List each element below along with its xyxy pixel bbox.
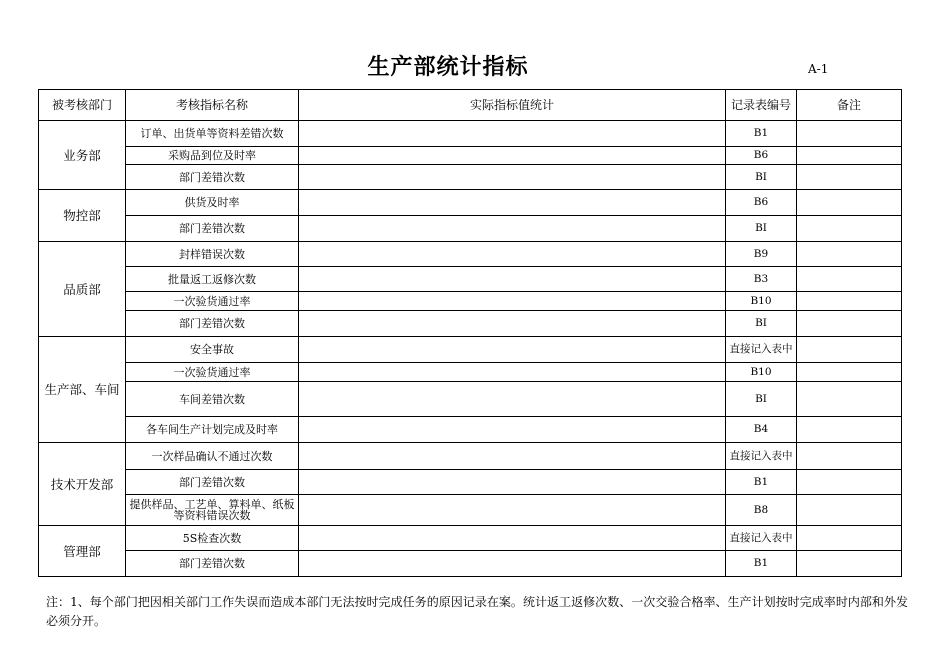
remark-cell: [797, 311, 902, 337]
indicator-cell: 各车间生产计划完成及时率: [126, 417, 299, 443]
header-dept: 被考核部门: [39, 90, 126, 121]
indicator-table: [38, 89, 902, 577]
indicator-cell: 订单、出货单等资料差错次数: [126, 121, 299, 147]
indicator-cell: 部门差错次数: [126, 311, 299, 337]
actual-value-cell: [299, 495, 726, 526]
dept-cell: 品质部: [39, 242, 126, 337]
record-code-cell: 直接记入表中: [726, 337, 797, 363]
actual-value-cell: [299, 311, 726, 337]
page-title: 生产部统计指标: [367, 54, 529, 80]
dept-cell: 管理部: [39, 526, 126, 577]
table-row: [39, 526, 902, 551]
record-code-cell: B1: [726, 551, 797, 577]
actual-value-cell: [299, 216, 726, 242]
remark-cell: [797, 147, 902, 165]
record-code-cell: B4: [726, 417, 797, 443]
table-row: [39, 382, 902, 417]
actual-value-cell: [299, 526, 726, 551]
table-row: [39, 165, 902, 190]
dept-cell: 物控部: [39, 190, 126, 242]
table-row: [39, 495, 902, 526]
remark-cell: [797, 216, 902, 242]
header-remark: 备注: [797, 90, 902, 121]
remark-cell: [797, 242, 902, 267]
remark-cell: [797, 417, 902, 443]
remark-cell: [797, 363, 902, 382]
indicator-cell: 车间差错次数: [126, 382, 299, 417]
table-row: [39, 470, 902, 495]
dept-cell: 技术开发部: [39, 443, 126, 526]
indicator-cell: 采购品到位及时率: [126, 147, 299, 165]
remark-cell: [797, 165, 902, 190]
record-code-cell: BI: [726, 216, 797, 242]
actual-value-cell: [299, 121, 726, 147]
indicator-cell: 一次样品确认不通过次数: [126, 443, 299, 470]
record-code-cell: BI: [726, 311, 797, 337]
table-row: [39, 190, 902, 216]
table-body: [39, 121, 902, 577]
form-code: A-1: [808, 62, 829, 76]
indicator-cell: 部门差错次数: [126, 165, 299, 190]
remark-cell: [797, 495, 902, 526]
actual-value-cell: [299, 417, 726, 443]
actual-value-cell: [299, 242, 726, 267]
header-indicator: 考核指标名称: [126, 90, 299, 121]
record-code-cell: BI: [726, 382, 797, 417]
indicator-cell: 一次验货通过率: [126, 363, 299, 382]
record-code-cell: 直接记入表中: [726, 443, 797, 470]
actual-value-cell: [299, 470, 726, 495]
indicator-cell: 部门差错次数: [126, 551, 299, 577]
actual-value-cell: [299, 443, 726, 470]
table-row: [39, 417, 902, 443]
actual-value-cell: [299, 165, 726, 190]
remark-cell: [797, 337, 902, 363]
remark-cell: [797, 443, 902, 470]
remark-cell: [797, 382, 902, 417]
record-code-cell: B10: [726, 292, 797, 311]
remark-cell: [797, 526, 902, 551]
record-code-cell: B6: [726, 147, 797, 165]
actual-value-cell: [299, 292, 726, 311]
table-header-row: [39, 90, 902, 121]
table-row: [39, 147, 902, 165]
table-row: [39, 121, 902, 147]
indicator-cell: 部门差错次数: [126, 470, 299, 495]
remark-cell: [797, 190, 902, 216]
record-code-cell: B8: [726, 495, 797, 526]
indicator-cell: 封样错误次数: [126, 242, 299, 267]
dept-cell: 业务部: [39, 121, 126, 190]
record-code-cell: B9: [726, 242, 797, 267]
record-code-cell: 直接记入表中: [726, 526, 797, 551]
actual-value-cell: [299, 337, 726, 363]
table-row: [39, 267, 902, 292]
indicator-cell: 5S检查次数: [126, 526, 299, 551]
indicator-cell: 安全事故: [126, 337, 299, 363]
indicator-cell: 提供样品、工艺单、算料单、纸板等资料错误次数: [126, 495, 299, 526]
remark-cell: [797, 292, 902, 311]
table-row: [39, 443, 902, 470]
indicator-cell: 部门差错次数: [126, 216, 299, 242]
actual-value-cell: [299, 267, 726, 292]
table-row: [39, 216, 902, 242]
record-code-cell: B1: [726, 470, 797, 495]
indicator-cell: 批量返工返修次数: [126, 267, 299, 292]
record-code-cell: B3: [726, 267, 797, 292]
table-row: [39, 242, 902, 267]
table-row: [39, 311, 902, 337]
table-row: [39, 292, 902, 311]
footnote: 注：1、每个部门把因相关部门工作失误而造成本部门无法按时完成任务的原因记录在案。统计返工返修次数、一次交验合格率、生产计划按时完成率时内部和外发必须分开。: [46, 595, 908, 628]
table-row: [39, 337, 902, 363]
actual-value-cell: [299, 147, 726, 165]
remark-cell: [797, 470, 902, 495]
table-row: [39, 551, 902, 577]
record-code-cell: B6: [726, 190, 797, 216]
remark-cell: [797, 121, 902, 147]
header-actual: 实际指标值统计: [299, 90, 726, 121]
record-code-cell: B10: [726, 363, 797, 382]
table-row: [39, 363, 902, 382]
remark-cell: [797, 551, 902, 577]
record-code-cell: B1: [726, 121, 797, 147]
actual-value-cell: [299, 551, 726, 577]
actual-value-cell: [299, 382, 726, 417]
actual-value-cell: [299, 190, 726, 216]
dept-cell: 生产部、车间: [39, 337, 126, 443]
actual-value-cell: [299, 363, 726, 382]
record-code-cell: BI: [726, 165, 797, 190]
header-record: 记录表编号: [726, 90, 797, 121]
indicator-cell: 一次验货通过率: [126, 292, 299, 311]
remark-cell: [797, 267, 902, 292]
indicator-cell: 供货及时率: [126, 190, 299, 216]
